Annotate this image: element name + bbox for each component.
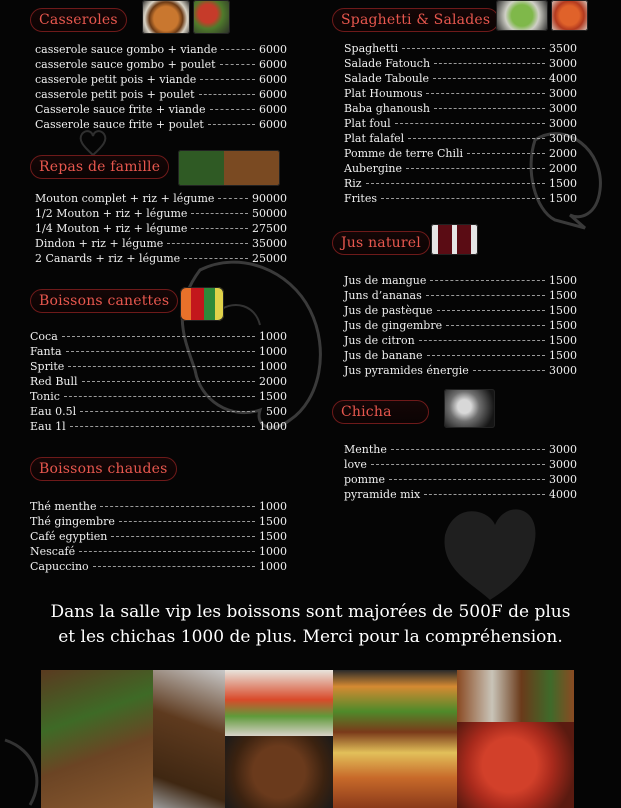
food-photo-gallery: [41, 670, 574, 808]
section-title-jus-naturel: Jus naturel: [332, 231, 430, 255]
item-name: Thé menthe: [30, 500, 97, 513]
roast-chicken-photo: [457, 722, 574, 808]
item-price: 3000: [549, 364, 577, 377]
leader-dots: [200, 79, 255, 80]
casserole-photo: [142, 0, 190, 34]
leader-dots: [446, 325, 545, 326]
list-item: [35, 102, 287, 117]
leader-dots: [366, 183, 545, 184]
famille-list: [35, 191, 287, 266]
item-name: Salade Taboule: [344, 72, 430, 85]
leader-dots: [64, 396, 255, 397]
item-name: Jus de gingembre: [344, 319, 443, 332]
grilled-meat-photo: [41, 670, 153, 808]
item-price: 3000: [549, 102, 577, 115]
item-price: 1500: [549, 304, 577, 317]
list-item: [30, 419, 287, 434]
leader-dots: [93, 566, 255, 567]
item-price: 3000: [549, 473, 577, 486]
leader-dots: [427, 355, 545, 356]
item-name: Jus de pastèque: [344, 304, 433, 317]
item-name: Casserole sauce frite + viande: [35, 103, 206, 116]
list-item: [344, 273, 577, 288]
list-item: [30, 359, 287, 374]
leader-dots: [82, 381, 255, 382]
section-title-spaghetti-salades: Spaghetti & Salades: [332, 8, 499, 32]
leader-dots: [402, 48, 545, 49]
list-item: [344, 41, 577, 56]
item-name: casserole petit pois + poulet: [35, 88, 195, 101]
item-price: 4000: [549, 488, 577, 501]
item-price: 1500: [259, 530, 287, 543]
list-item: [35, 236, 287, 251]
item-price: 27500: [252, 222, 287, 235]
soda-cans-photo: [180, 287, 224, 321]
item-name: casserole sauce gombo + poulet: [35, 58, 216, 71]
leader-dots: [426, 93, 545, 94]
leader-dots: [433, 78, 545, 79]
item-name: pyramide mix: [344, 488, 421, 501]
item-price: 1500: [259, 390, 287, 403]
item-price: 1500: [549, 274, 577, 287]
kebab-photo: [225, 736, 333, 808]
item-price: 90000: [252, 192, 287, 205]
item-name: Mouton complet + riz + légume: [35, 192, 215, 205]
canettes-list: [30, 329, 287, 434]
list-item: [30, 374, 287, 389]
item-name: Nescafé: [30, 545, 76, 558]
plated-dish-photo: [225, 670, 333, 736]
list-item: [344, 176, 577, 191]
item-name: Red Bull: [30, 375, 78, 388]
item-price: 3000: [549, 117, 577, 130]
item-name: pomme: [344, 473, 386, 486]
leader-dots: [419, 340, 545, 341]
item-name: Plat falafel: [344, 132, 405, 145]
salad-photo: [551, 0, 588, 31]
item-name: Riz: [344, 177, 362, 190]
leader-dots: [381, 198, 545, 199]
leader-dots: [111, 536, 255, 537]
leader-dots: [473, 370, 545, 371]
item-name: 1/4 Mouton + riz + légume: [35, 222, 188, 235]
chaudes-list: [30, 499, 287, 574]
item-price: 6000: [259, 73, 287, 86]
jus-list: [344, 273, 577, 378]
list-item: [344, 116, 577, 131]
item-name: Menthe: [344, 443, 387, 456]
leader-dots: [199, 94, 255, 95]
item-price: 1500: [259, 515, 287, 528]
bird-silhouette-illustration: [435, 495, 545, 605]
item-name: Thé gingembre: [30, 515, 115, 528]
item-price: 6000: [259, 58, 287, 71]
item-price: 500: [266, 405, 287, 418]
item-price: 2000: [549, 147, 577, 160]
item-name: Jus de banane: [344, 349, 423, 362]
item-price: 3000: [549, 57, 577, 70]
leader-dots: [167, 243, 248, 244]
item-name: Salade Fatouch: [344, 57, 431, 70]
item-price: 6000: [259, 43, 287, 56]
item-price: 1000: [259, 330, 287, 343]
item-name: Coca: [30, 330, 58, 343]
leader-dots: [389, 479, 545, 480]
list-item: [344, 191, 577, 206]
heart-doodle-illustration: [78, 128, 108, 158]
list-item: [344, 442, 577, 457]
list-item: [30, 529, 287, 544]
item-name: casserole petit pois + viande: [35, 73, 197, 86]
leader-dots: [79, 551, 255, 552]
list-item: [344, 288, 577, 303]
list-item: [35, 57, 287, 72]
item-price: 1500: [549, 192, 577, 205]
item-name: Sprite: [30, 360, 65, 373]
list-item: [344, 131, 577, 146]
casseroles-list: [35, 42, 287, 132]
item-price: 1000: [259, 345, 287, 358]
list-item: [344, 86, 577, 101]
list-item: [344, 146, 577, 161]
item-price: 6000: [259, 103, 287, 116]
list-item: [30, 544, 287, 559]
list-item: [30, 344, 287, 359]
item-name: Capuccino: [30, 560, 89, 573]
item-price: 50000: [252, 207, 287, 220]
item-name: Plat Houmous: [344, 87, 423, 100]
leader-dots: [184, 258, 248, 259]
family-meal-photo: [178, 150, 280, 186]
leader-dots: [191, 228, 248, 229]
leader-dots: [395, 123, 545, 124]
item-price: 1000: [259, 545, 287, 558]
item-price: 25000: [252, 252, 287, 265]
item-price: 3000: [549, 132, 577, 145]
item-price: 2000: [259, 375, 287, 388]
item-name: Pomme de terre Chili: [344, 147, 464, 160]
item-name: Dindon + riz + légume: [35, 237, 164, 250]
leader-dots: [221, 49, 255, 50]
list-item: [35, 221, 287, 236]
leader-dots: [437, 310, 546, 311]
section-title-casseroles: Casseroles: [30, 8, 127, 32]
item-name: Eau 0.5l: [30, 405, 77, 418]
list-item: [344, 457, 577, 472]
item-price: 35000: [252, 237, 287, 250]
leader-dots: [68, 366, 255, 367]
list-item: [35, 87, 287, 102]
leader-dots: [424, 494, 545, 495]
item-price: 3500: [549, 42, 577, 55]
leader-dots: [434, 63, 545, 64]
item-price: 2000: [549, 162, 577, 175]
item-name: Fanta: [30, 345, 62, 358]
item-name: Eau 1l: [30, 420, 66, 433]
item-price: 6000: [259, 88, 287, 101]
section-title-chicha: Chicha: [332, 400, 429, 424]
item-name: Jus de mangue: [344, 274, 427, 287]
item-price: 1500: [549, 177, 577, 190]
leader-dots: [218, 198, 248, 199]
item-price: 1500: [549, 334, 577, 347]
item-name: Plat foul: [344, 117, 391, 130]
burger-photo: [333, 670, 457, 808]
list-item: [344, 363, 577, 378]
list-item: [344, 318, 577, 333]
item-name: 2 Canards + riz + légume: [35, 252, 181, 265]
leader-dots: [70, 426, 255, 427]
list-item: [30, 559, 287, 574]
item-name: casserole sauce gombo + viande: [35, 43, 218, 56]
item-price: 3000: [549, 443, 577, 456]
item-name: love: [344, 458, 367, 471]
item-name: Jus de citron: [344, 334, 415, 347]
grilled-meat-photo: [153, 670, 225, 808]
item-price: 1000: [259, 560, 287, 573]
list-item: [30, 514, 287, 529]
item-name: Aubergine: [344, 162, 402, 175]
leader-dots: [467, 153, 545, 154]
list-item: [344, 101, 577, 116]
leader-dots: [430, 280, 545, 281]
item-name: Café egyptien: [30, 530, 108, 543]
list-item: [344, 71, 577, 86]
section-title-boissons-canettes: Boissons canettes: [30, 289, 178, 313]
leader-dots: [408, 138, 545, 139]
item-price: 4000: [549, 72, 577, 85]
list-item: [344, 348, 577, 363]
list-item: [35, 117, 287, 132]
leader-dots: [220, 64, 255, 65]
leader-dots: [208, 124, 255, 125]
list-item: [30, 499, 287, 514]
leader-dots: [371, 464, 545, 465]
item-price: 6000: [259, 118, 287, 131]
list-item: [35, 72, 287, 87]
leader-dots: [426, 295, 545, 296]
list-item: [35, 42, 287, 57]
list-item: [344, 487, 577, 502]
item-name: Juns d’ananas: [344, 289, 422, 302]
item-price: 3000: [549, 87, 577, 100]
item-price: 1500: [549, 349, 577, 362]
leader-dots: [66, 351, 255, 352]
hookah-smoke-photo: [444, 389, 495, 428]
skewers-photo: [457, 670, 574, 722]
item-price: 1000: [259, 500, 287, 513]
juice-glasses-photo: [431, 224, 478, 255]
salad-photo: [496, 0, 548, 31]
list-item: [344, 56, 577, 71]
list-item: [35, 251, 287, 266]
item-price: 1500: [549, 319, 577, 332]
list-item: [30, 404, 287, 419]
item-name: Jus pyramides énergie: [344, 364, 469, 377]
list-item: [35, 191, 287, 206]
list-item: [344, 472, 577, 487]
list-item: [30, 329, 287, 344]
notice-line: et les chichas 1000 de plus. Merci pour la compréhension.: [58, 627, 563, 647]
list-item: [344, 333, 577, 348]
item-name: Tonic: [30, 390, 60, 403]
item-price: 1000: [259, 360, 287, 373]
vip-notice: [0, 600, 621, 650]
leader-dots: [434, 108, 545, 109]
section-title-boissons-chaudes: Boissons chaudes: [30, 457, 177, 481]
list-item: [344, 161, 577, 176]
leader-dots: [210, 109, 255, 110]
leader-dots: [406, 168, 545, 169]
list-item: [30, 389, 287, 404]
casserole-photo: [193, 0, 230, 34]
leader-dots: [80, 411, 255, 412]
leader-dots: [62, 336, 255, 337]
item-price: 1000: [259, 420, 287, 433]
item-name: 1/2 Mouton + riz + légume: [35, 207, 188, 220]
item-price: 3000: [549, 458, 577, 471]
list-item: [344, 303, 577, 318]
spaghetti-list: [344, 41, 577, 206]
section-title-repas-de-famille: Repas de famille: [30, 155, 169, 179]
item-name: Frites: [344, 192, 377, 205]
chicha-list: [344, 442, 577, 502]
leader-dots: [391, 449, 545, 450]
leader-dots: [100, 506, 255, 507]
notice-line: Dans la salle vip les boissons sont majorées de 500F de plus: [50, 602, 571, 622]
list-item: [35, 206, 287, 221]
item-name: Casserole sauce frite + poulet: [35, 118, 204, 131]
leader-dots: [191, 213, 248, 214]
leader-dots: [119, 521, 255, 522]
item-name: Baba ghanoush: [344, 102, 430, 115]
item-name: Spaghetti: [344, 42, 399, 55]
item-price: 1500: [549, 289, 577, 302]
